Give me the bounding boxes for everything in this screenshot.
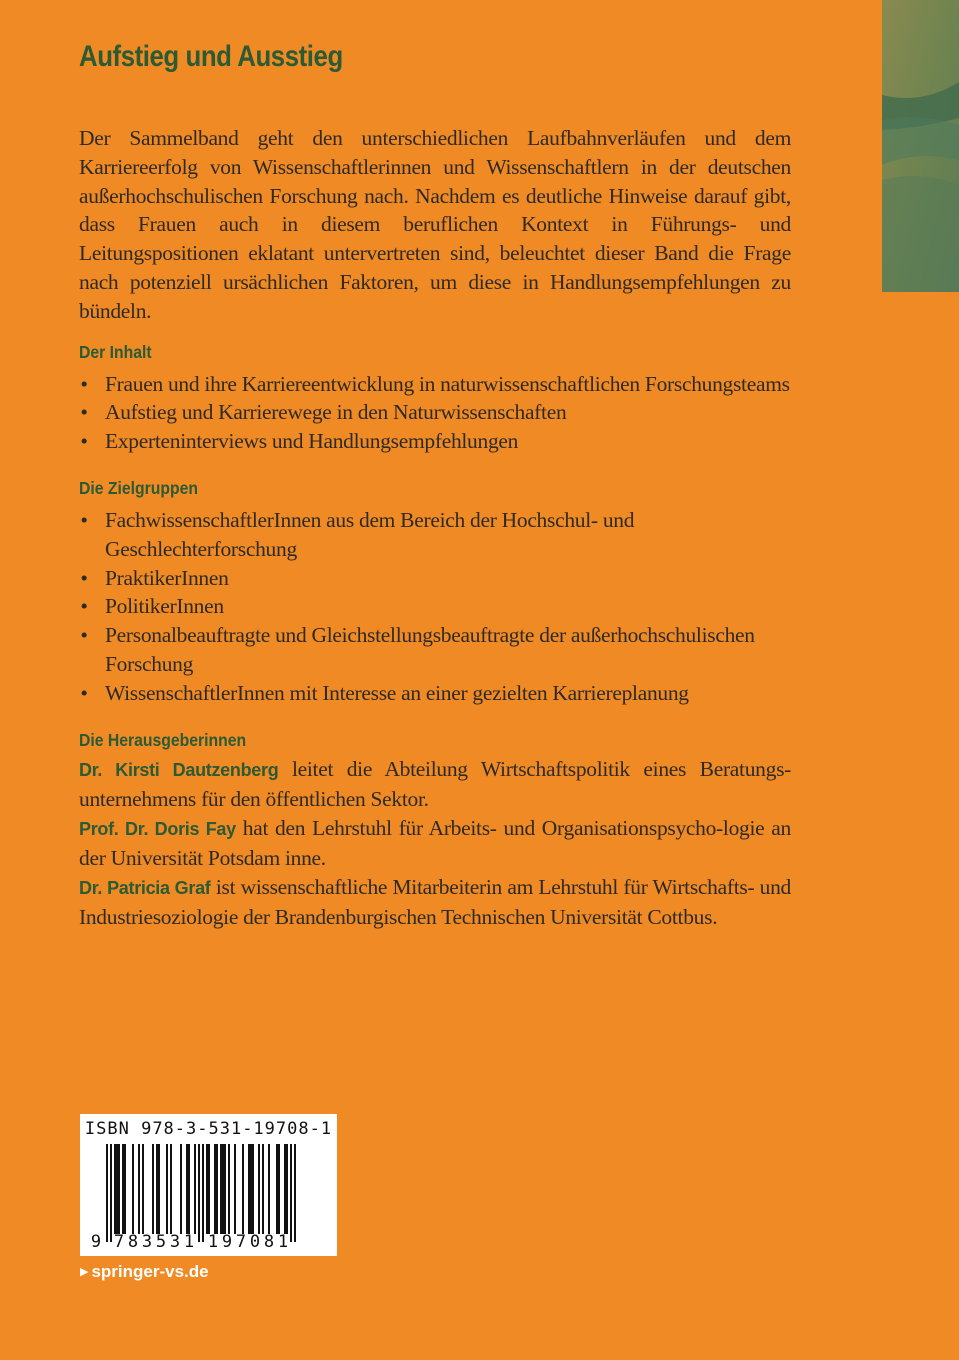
barcode-bar [286,1144,288,1234]
barcode-bar [258,1144,260,1234]
bullet-icon: • [80,429,88,454]
editor-name: Prof. Dr. Doris Fay [79,818,236,839]
accent-band-graphic [882,0,959,292]
editor-bio-text: ist wissenschaftliche Mitarbeiterin am Lehrstuhl für Wirtschafts- und Industriesoziologie der Brandenburgischen Technischen Universität Cottbus. [79,874,792,929]
barcode-bar [158,1144,160,1234]
barcode-bar [276,1144,278,1234]
barcode-bar [116,1144,118,1234]
barcode-bar [252,1144,254,1234]
section-heading-inhalt: Der Inhalt [79,341,152,362]
barcode-bar [216,1144,218,1234]
zielgruppen-list [79,506,791,708]
barcode-bar [110,1144,112,1242]
barcode-digit: 3 [169,1232,181,1252]
barcode-bar [156,1144,158,1234]
barcode-bar [224,1144,226,1234]
list-item: • PraktikerInnen [79,564,791,593]
list-item: • Experteninterviews und Handlungsempfehlungen [79,427,791,456]
book-description: Der Sammelband geht den unterschiedlichen Laufbahnverläufen und dem Karriereerfolg von Wissenschaftlerinnen und Wissenschaftlern in der deutschen außerhochschulischen Forschung nach. Nachdem es deutliche Hinweise darauf gibt, dass Frauen auch in diesem beruflichen Kontext in Führungs- und Leitungspositionen eklatant untervertreten sind, beleuchtet dieser Band die Frage nach potenziell ursächlichen Faktoren, um diese in Handlungsempfehlungen zu bündeln. [79,126,791,323]
back-cover-content [79,124,791,932]
barcode-bar [248,1144,250,1234]
barcode-digit: 9 [221,1232,233,1252]
publisher-website-link[interactable]: ▶ springer-vs.de [80,1262,209,1281]
barcode-bar [214,1144,216,1234]
bullet-icon: • [80,565,88,590]
barcode-bar [220,1144,222,1234]
barcode-bar [132,1144,134,1234]
barcode-bar [208,1144,210,1234]
barcode-graphic [80,1114,337,1256]
bullet-icon: • [80,507,88,532]
barcode-bar [114,1144,116,1234]
barcode-bar [250,1144,252,1234]
barcode-bar [138,1144,140,1234]
isbn-label: ISBN 978-3-531-19708-1 [84,1119,333,1139]
list-item: • Frauen und ihre Karriereentwicklung in naturwissenschaftlichen Forschungsteams [79,370,791,399]
editor-bio-text: leitet die Abteilung Wirtschaftspolitik eines Beratungs-unternehmens für den öffentlichen Sektor. [79,756,792,811]
barcode-bar [166,1144,168,1234]
barcode-digit: 1 [183,1232,195,1252]
bullet-icon: • [80,680,88,705]
barcode-bar [122,1144,124,1234]
editor-bio [79,873,791,932]
barcode-bar [242,1144,244,1234]
book-title: Aufstieg und Ausstieg [79,40,343,73]
bullet-icon: • [80,400,88,425]
list-item: • PolitikerInnen [79,592,791,621]
barcode-digit: 1 [207,1232,219,1252]
barcode-bar [290,1144,292,1242]
editor-name: Dr. Patricia Graf [79,877,211,898]
list-item: • WissenschaftlerInnen mit Interesse an einer gezielten Karriereplanung [79,679,791,708]
barcode-bar [188,1144,190,1234]
barcode-digit: 8 [127,1232,139,1252]
barcode-digit: 7 [113,1232,125,1252]
editor-bio-text: hat den Lehrstuhl für Arbeits- und Organisationspsycho-logie an der Universität Potsdam inne. [79,815,792,870]
barcode-bar [152,1144,154,1234]
barcode-bar [228,1144,230,1234]
barcode-bar [180,1144,182,1234]
barcode-bar [186,1144,188,1234]
editor-bio [79,814,791,873]
barcode-digit: 1 [277,1232,289,1252]
barcode-digit: 7 [235,1232,247,1252]
barcode-bar [202,1144,204,1242]
barcode-bar [222,1144,224,1234]
cover-accent-band [882,0,959,292]
barcode-bar [268,1144,270,1234]
triangle-right-icon: ▶ [80,1266,89,1278]
barcode-digit: 3 [141,1232,153,1252]
inhalt-list [79,370,791,456]
barcode-bar [294,1144,296,1242]
editor-bio [79,755,791,814]
barcode-bar [118,1144,120,1234]
bullet-icon: • [80,594,88,619]
barcode-digit: 8 [263,1232,275,1252]
list-item: • FachwissenschaftlerInnen aus dem Bereich der Hochschul- und Geschlechterforschung [80,507,635,561]
list-item: • Aufstieg und Karrierewege in den Naturwissenschaften [79,398,791,427]
editor-name: Dr. Kirsti Dautzenberg [79,759,279,780]
bullet-icon: • [80,623,88,648]
barcode-bar [278,1144,280,1234]
barcode-bar [262,1144,264,1234]
barcode-digit: 5 [155,1232,167,1252]
bullet-icon: • [80,371,88,396]
barcode-digit: 0 [249,1232,261,1252]
barcode-bar [124,1144,126,1234]
barcode-bar [206,1144,208,1234]
barcode-bar [170,1144,172,1234]
section-heading-herausgeberinnen: Die Herausgeberinnen [79,729,247,750]
isbn-barcode [80,1114,337,1256]
list-item: • Personalbeauftragte und Gleichstellungsbeauftragte der außerhochschulischen Forschung [80,623,755,676]
barcode-bar [142,1144,144,1234]
barcode-bar [234,1144,236,1234]
barcode-digit: 9 [90,1232,102,1252]
barcode-bar [198,1144,200,1242]
barcode-bar [106,1144,108,1242]
barcode-bar [194,1144,196,1234]
barcode-bar [284,1144,286,1234]
section-heading-zielgruppen: Die Zielgruppen [79,477,199,498]
